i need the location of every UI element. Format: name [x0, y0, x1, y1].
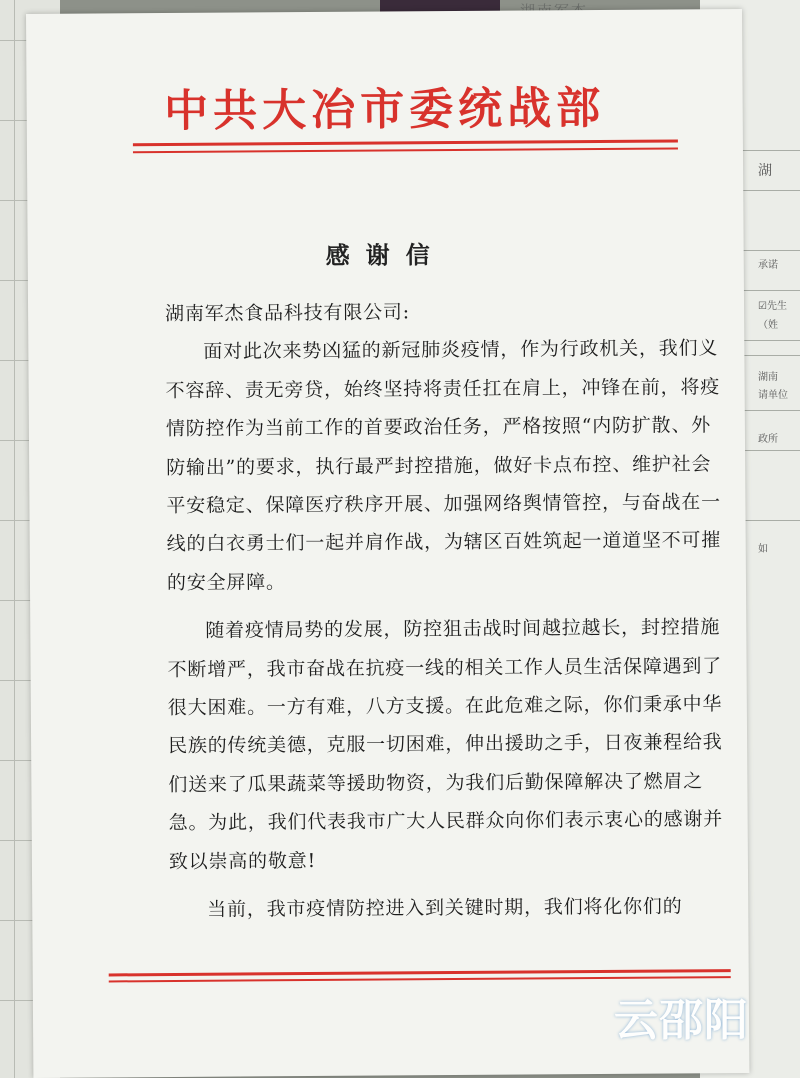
paragraph: 面对此次来势凶猛的新冠肺炎疫情，作为行政机关，我们义不容辞、责无旁贷，始终坚持将责任扛在肩上，冲锋在前，将疫情防控作为当前工作的首要政治任务，严格按照“内防扩散、外防输出”的要求，执行最严封控措施，做好卡点布控、维护社会平安稳定、保障医疗秩序开展、加强网络舆情管控，与奋战在一线的白衣勇士们一起并肩作战，为辖区百姓筑起一道道坚不可摧的安全屏障。	[165, 337, 722, 594]
letterhead-title: 中共大冶市委统战部	[164, 82, 606, 138]
background-fragment: 如	[758, 544, 768, 555]
letterhead-rule	[133, 139, 678, 146]
salutation: 湖南军杰食品科技有限公司:	[165, 301, 410, 326]
letter-body	[165, 291, 729, 929]
thank-you-letter	[26, 9, 749, 1078]
footer-rule	[109, 969, 731, 976]
background-fragment: ☑先生	[758, 301, 787, 312]
paragraph: 当前，我市疫情防控进入到关键时期，我们将化你们的	[207, 895, 683, 921]
background-fragment: 政所	[758, 434, 778, 445]
background-fragment: 请单位	[758, 390, 788, 401]
document-title: 感谢信	[325, 241, 446, 270]
letterhead-rule	[133, 147, 678, 152]
footer-rule	[109, 976, 731, 982]
background-fragment: 湖	[758, 163, 772, 179]
background-fragment: （姓	[758, 320, 778, 331]
background-fragment: 承诺	[758, 260, 778, 271]
watermark-logo: 云邵阳	[614, 995, 749, 1046]
background-fragment: 湖南	[758, 372, 778, 383]
paragraph: 随着疫情局势的发展，防控狙击战时间越拉越长，封控措施不断增严，我市奋战在抗疫一线的相关工作人员生活保障遇到了很大困难。一方有难，八方支援。在此危难之际，你们秉承中华民族的传统美德，克服一切困难，伸出援助之手，日夜兼程给我们送来了瓜果蔬菜等援助物资，为我们后勤保障解决了燃眉之急。为此，我们代表我市广大人民群众向你们表示衷心的感谢并致以崇高的敬意!	[167, 616, 724, 873]
